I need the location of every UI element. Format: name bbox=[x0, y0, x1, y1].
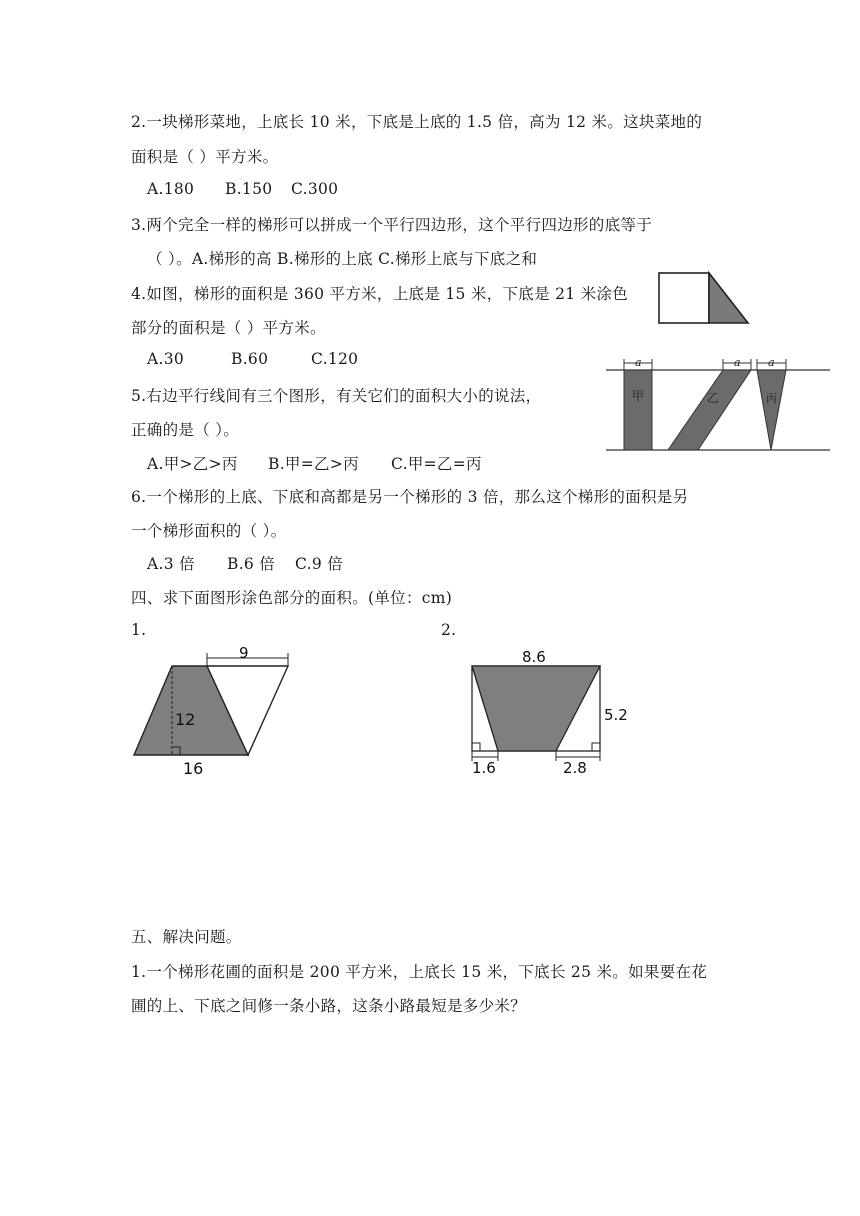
q6-option-a: A.3 倍 bbox=[147, 555, 195, 573]
q6-option-b: B.6 倍 bbox=[227, 555, 276, 573]
fig2-label-top: 8.6 bbox=[522, 648, 546, 666]
q5-figure bbox=[606, 356, 830, 454]
section4-heading: 四、求下面图形涂色部分的面积。(单位：cm) bbox=[131, 589, 453, 607]
q5-shape-yi bbox=[668, 370, 751, 450]
q5-label-a-3: a bbox=[768, 356, 775, 369]
q6-line2: 一个梯形面积的（ ）。 bbox=[131, 522, 287, 540]
q5-label-bing: 丙 bbox=[766, 392, 777, 405]
section5-heading: 五、解决问题。 bbox=[131, 928, 242, 946]
q5-line1: 5.右边平行线间有三个图形，有关它们的面积大小的说法， bbox=[131, 387, 542, 405]
q5-label-a-1: a bbox=[635, 356, 642, 369]
q4-line2: 部分的面积是（ ）平方米。 bbox=[131, 319, 326, 337]
fig1-label-top: 9 bbox=[239, 644, 249, 662]
fig2-label-right: 2.8 bbox=[563, 759, 587, 777]
section5-problem1-line2: 圃的上、下底之间修一条小路，这条小路最短是多少米？ bbox=[131, 997, 527, 1015]
section4-figure1 bbox=[128, 645, 298, 780]
q5-label-jia: 甲 bbox=[632, 389, 645, 403]
q6-line1: 6.一个梯形的上底、下底和高都是另一个梯形的 3 倍，那么这个梯形的面积是另 bbox=[131, 488, 689, 506]
q2-line2: 面积是（ ）平方米。 bbox=[131, 148, 279, 166]
q2-option-c: C.300 bbox=[291, 180, 339, 198]
section5-problem1-line1: 1.一个梯形花圃的面积是 200 平方米，上底长 15 米，下底长 25 米。如果要在花 bbox=[131, 963, 708, 981]
q6-options bbox=[147, 552, 343, 574]
q4-square bbox=[659, 273, 709, 323]
q4-option-b: B.60 bbox=[231, 350, 269, 368]
q4-options bbox=[147, 350, 358, 368]
q5-width-markers bbox=[624, 359, 786, 370]
section4-figure2 bbox=[460, 645, 640, 780]
q5-options bbox=[147, 452, 482, 474]
section4-fig1-number: 1. bbox=[131, 621, 147, 639]
q2-line1: 2.一块梯形菜地，上底长 10 米，下底是上底的 1.5 倍，高为 12 米。这块菜地的 bbox=[131, 113, 703, 131]
q5-option-b: B.甲=乙>丙 bbox=[268, 455, 359, 473]
q4-line1: 4.如图，梯形的面积是 360 平方米，上底是 15 米，下底是 21 米涂色 bbox=[131, 285, 629, 303]
fig1-label-bottom: 16 bbox=[183, 759, 204, 778]
q4-shaded-triangle bbox=[709, 273, 748, 323]
section4-fig2-number: 2. bbox=[441, 621, 457, 639]
q5-shape-bing bbox=[757, 370, 786, 450]
q4-figure bbox=[658, 272, 750, 326]
q2-options bbox=[147, 180, 338, 198]
fig1-label-height: 12 bbox=[175, 710, 196, 729]
q4-option-c: C.120 bbox=[311, 350, 359, 368]
q2-option-b: B.150 bbox=[225, 180, 273, 198]
q3-line2: （ ）。A.梯形的高 B.梯形的上底 C.梯形上底与下底之和 bbox=[147, 250, 538, 268]
q6-option-c: C.9 倍 bbox=[295, 555, 344, 573]
q5-option-c: C.甲=乙=丙 bbox=[391, 455, 482, 473]
q5-label-a-2: a bbox=[734, 356, 741, 369]
q3-line1: 3.两个完全一样的梯形可以拼成一个平行四边形，这个平行四边形的底等于 bbox=[131, 216, 652, 234]
q5-option-a: A.甲>乙>丙 bbox=[147, 455, 238, 473]
q4-option-a: A.30 bbox=[147, 350, 185, 368]
q2-option-a: A.180 bbox=[147, 180, 195, 198]
q5-line2: 正确的是（ ）。 bbox=[131, 421, 240, 439]
q5-shape-jia bbox=[624, 370, 652, 450]
fig2-label-height: 5.2 bbox=[604, 706, 628, 724]
fig2-label-left: 1.6 bbox=[472, 759, 496, 777]
q5-label-yi: 乙 bbox=[707, 391, 720, 405]
